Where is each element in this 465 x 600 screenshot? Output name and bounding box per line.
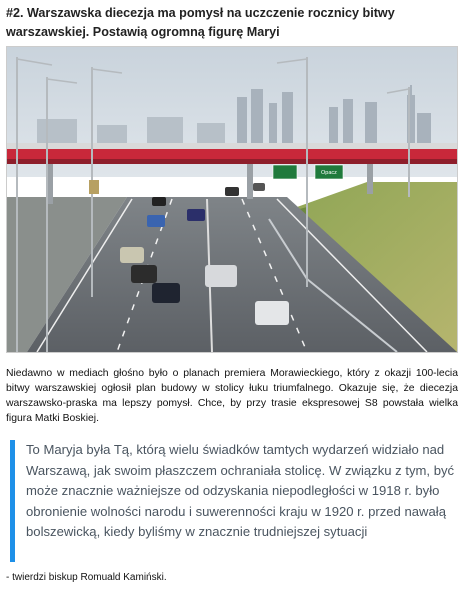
article-photo bbox=[6, 46, 458, 353]
road-sign-label: Opacz bbox=[321, 170, 337, 176]
article-body: Niedawno w mediach głośno było o planach premiera Morawieckiego, który z okazji 100-lecia bitwy warszawskiej ogłosił plan budowy w stolicy łuku triumfalnego. Okazuje się, że diecezja warszawsko-praska ma lepszy pomysł. Chce, by przy trasie ekspresowej S8 powstała wielka figura Matki Boskiej. bbox=[6, 368, 458, 424]
quote-attribution: - twierdzi biskup Romuald Kamiński. bbox=[6, 572, 167, 583]
quote-text: To Maryja była Tą, którą wielu świadków tamtych wydarzeń widziało nad Warszawą, jak swoim płaszczem ochraniała stolicę. W związku z tym, być może znacznie ważniejsze od odzyskania niepodległości w 1918 r. było obronienie wolności narodu i suwerenności kraju w 1920 r. przed nawałą bolszewicką, kiedy byliśmy w znacznie trudniejszej sytuacji bbox=[26, 442, 455, 539]
bishop-quote bbox=[10, 440, 465, 562]
article-headline[interactable]: #2. Warszawska diecezja ma pomysł na uczczenie rocznicy bitwy warszawskiej. Postawią ogromną figurę Maryi bbox=[6, 6, 395, 39]
